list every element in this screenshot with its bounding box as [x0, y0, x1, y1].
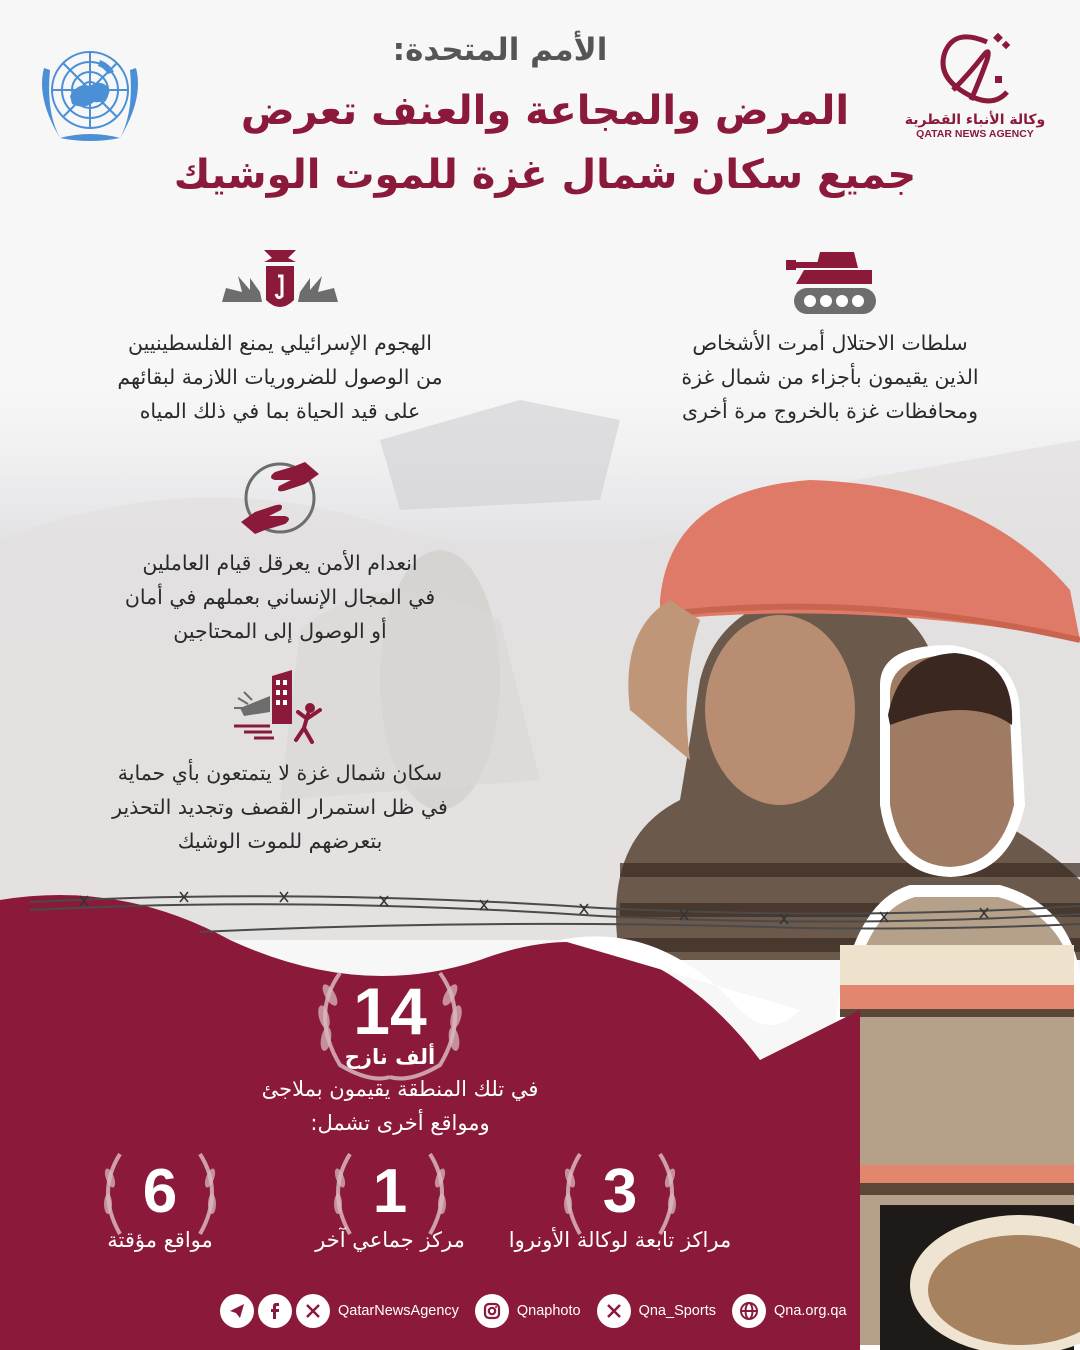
point-line: أو الوصول إلى المحتاجين [173, 619, 387, 643]
social-handle-qatarnewsagency[interactable]: QatarNewsAgency [338, 1303, 459, 1319]
stat-label: مراكز تابعة لوكالة الأونروا [508, 1228, 732, 1252]
point-line: على قيد الحياة بما في ذلك المياه [139, 399, 421, 423]
point-line: انعدام الأمن يعرقل قيام العاملين [142, 551, 418, 575]
globe-icon[interactable] [732, 1294, 766, 1328]
point-line: الذين يقيمون بأجزاء من شمال غزة [681, 365, 979, 389]
social-handle-qnaphoto[interactable]: Qnaphoto [516, 1303, 581, 1319]
stat-unrwa-centers [508, 1148, 732, 1263]
point-line: سكان شمال غزة لا يتمتعون بأي حماية [117, 761, 443, 785]
social-footer [220, 1293, 863, 1329]
point-evacuation-orders [660, 248, 1000, 428]
instagram-icon[interactable] [475, 1294, 509, 1328]
social-handle-website[interactable]: Qna.org.qa [773, 1303, 847, 1319]
qna-emblem-icon [925, 30, 1025, 110]
stat-description [200, 1072, 600, 1140]
stat-displaced-people [300, 965, 480, 1085]
stat-value: 14 [353, 974, 427, 1048]
qna-name-english: QATAR NEWS AGENCY [916, 128, 1034, 140]
building-attack-fleeing-icon [230, 668, 330, 748]
point-line: من الوصول للضروريات اللازمة لبقائهم [117, 365, 443, 389]
telegram-icon[interactable] [220, 1294, 254, 1328]
point-line: الهجوم الإسرائيلي يمنع الفلسطينيين [128, 331, 432, 355]
x-icon[interactable] [597, 1294, 631, 1328]
stat-value: 3 [602, 1157, 638, 1226]
point-insecurity [85, 458, 475, 648]
stat-label: مواقع مؤقتة [107, 1228, 213, 1252]
point-no-protection [85, 668, 475, 858]
helping-hands-icon [235, 458, 325, 538]
headline-line-2: جميع سكان شمال غزة للموت الوشيك [173, 152, 917, 198]
point-access-denied [85, 248, 475, 428]
headline-line-1: المرض والمجاعة والعنف تعرض [240, 88, 850, 134]
point-line: في ظل استمرار القصف وتجديد التحذير [112, 795, 448, 819]
x-icon[interactable] [296, 1294, 330, 1328]
social-handle-qna-sports[interactable]: Qna_Sports [638, 1303, 716, 1319]
point-line: بتعرضهم للموت الوشيك [177, 829, 383, 853]
stat-description-line: ومواقع أخرى تشمل: [310, 1111, 490, 1135]
point-line: ومحافظات غزة بالخروج مرة أخرى [682, 399, 978, 423]
point-line: في المجال الإنساني بعملهم في أمان [124, 585, 436, 609]
stat-collective-center [315, 1148, 465, 1263]
stat-unit: ألف نازح [344, 1045, 436, 1069]
bomb-explosion-icon [220, 248, 340, 318]
qna-name-arabic: وكالة الأنباء القطرية [904, 112, 1046, 128]
stat-label: مركز جماعي آخر [315, 1228, 465, 1252]
stat-value: 1 [372, 1157, 408, 1226]
tank-icon [780, 248, 880, 318]
point-line: سلطات الاحتلال أمرت الأشخاص [692, 331, 968, 355]
barbed-wire-decoration [0, 880, 1080, 940]
un-emblem-icon [30, 38, 150, 158]
stat-description-line: في تلك المنطقة يقيمون بملاجئ [261, 1077, 539, 1101]
stat-temporary-sites [90, 1148, 230, 1263]
stat-value: 6 [142, 1157, 178, 1226]
pre-title: الأمم المتحدة: [392, 32, 608, 68]
facebook-icon[interactable] [258, 1294, 292, 1328]
